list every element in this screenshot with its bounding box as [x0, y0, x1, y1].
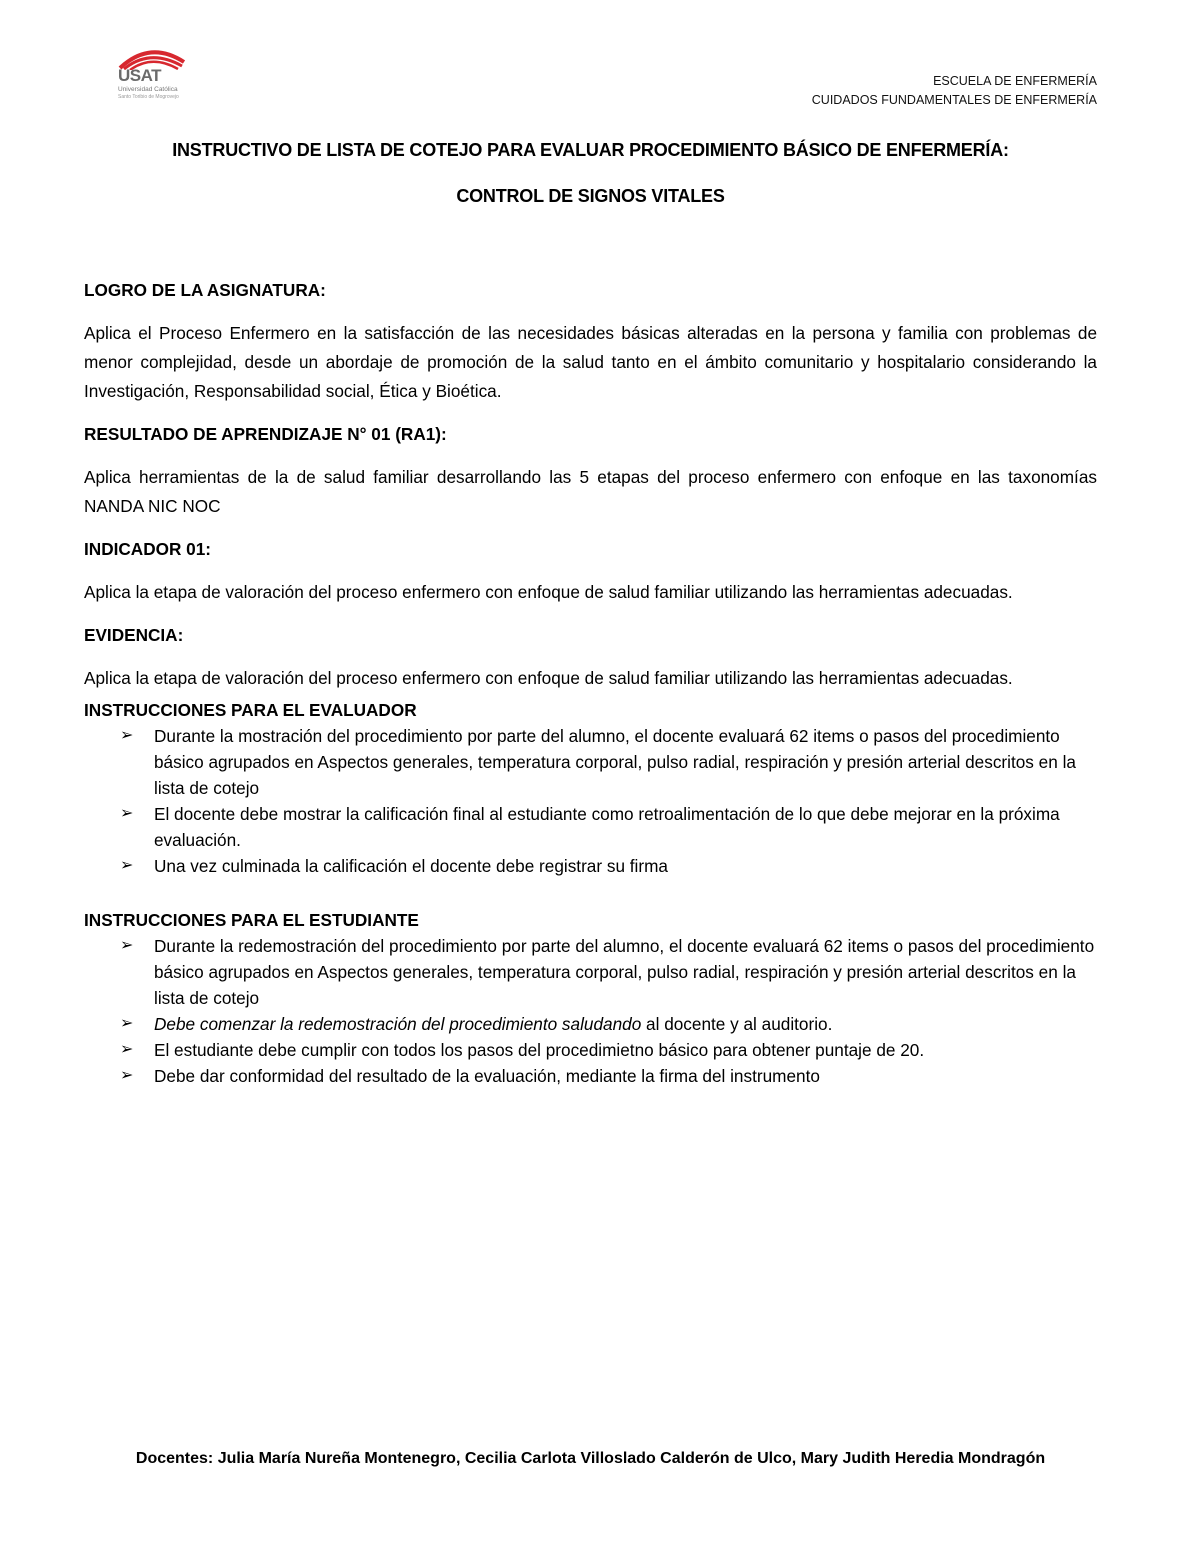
list-item: ➢ Debe dar conformidad del resultado de la evaluación, mediante la firma del instrumento	[84, 1063, 1097, 1089]
document-title: INSTRUCTIVO DE LISTA DE COTEJO PARA EVALUAR PROCEDIMIENTO BÁSICO DE ENFERMERÍA:	[172, 140, 1009, 160]
header-institution	[812, 72, 1097, 110]
indicador-text: Aplica la etapa de valoración del proceso enfermero con enfoque de salud familiar utilizando las herramientas adecuadas.	[84, 582, 1013, 602]
usat-logo	[116, 46, 188, 104]
header-course: CUIDADOS FUNDAMENTALES DE ENFERMERÍA	[811, 93, 1097, 107]
arrow-bullet-icon: ➢	[120, 1015, 134, 1032]
logro-label: LOGRO DE LA ASIGNATURA:	[84, 280, 326, 300]
estudiante-list	[84, 933, 1097, 1089]
logo-text: USAT	[118, 66, 162, 85]
arrow-bullet-icon: ➢	[120, 805, 134, 822]
header-school: ESCUELA DE ENFERMERÍA	[933, 74, 1097, 88]
arrow-bullet-icon: ➢	[120, 1041, 134, 1058]
logo-subtitle-2: Santo Toribio de Mogrovejo	[118, 94, 179, 100]
evaluador-list	[84, 723, 1097, 879]
indicador-label: INDICADOR 01:	[84, 539, 212, 559]
list-item: ➢ Durante la redemostración del procedimiento por parte del alumno, el docente evaluará 62 items o pasos del procedimiento básico agrupados en Aspectos generales, temperatura corporal, pulso radial, respiración y presión arterial descritos en la lista de cotejo	[84, 933, 1097, 1011]
resultado-label: RESULTADO DE APRENDIZAJE N° 01 (RA1):	[84, 424, 447, 444]
list-item: ➢ Debe comenzar la redemostración del procedimiento saludando al docente y al auditorio.	[84, 1011, 1097, 1037]
logo-subtitle: Universidad Católica	[118, 86, 178, 93]
arrow-bullet-icon: ➢	[120, 727, 134, 744]
resultado-text: Aplica herramientas de la de salud familiar desarrollando las 5 etapas del proceso enfermero con enfoque en las taxonomías NANDA NIC NOC	[84, 467, 1097, 516]
evidencia-text: Aplica la etapa de valoración del proceso enfermero con enfoque de salud familiar utilizando las herramientas adecuadas.	[84, 668, 1013, 688]
estudiante-label: INSTRUCCIONES PARA EL ESTUDIANTE	[84, 910, 419, 930]
evidencia-label: EVIDENCIA:	[84, 625, 184, 645]
list-item: ➢ El estudiante debe cumplir con todos los pasos del procedimietno básico para obtener puntaje de 20.	[84, 1037, 1097, 1063]
arrow-bullet-icon: ➢	[120, 1067, 134, 1084]
list-item: ➢ Una vez culminada la calificación el docente debe registrar su firma	[84, 853, 1097, 879]
document-subtitle: CONTROL DE SIGNOS VITALES	[456, 186, 725, 206]
arrow-bullet-icon: ➢	[120, 937, 134, 954]
arrow-bullet-icon: ➢	[120, 857, 134, 874]
footer-docentes: Docentes: Julia María Nureña Montenegro, Cecilia Carlota Villoslado Calderón de Ulco, Mary Judith Heredia Mondragón	[135, 1450, 1046, 1467]
evaluador-label: INSTRUCCIONES PARA EL EVALUADOR	[84, 700, 417, 720]
logro-text: Aplica el Proceso Enfermero en la satisfacción de las necesidades básicas alteradas en la persona y familia con problemas de menor complejidad, desde un abordaje de promoción de la salud tanto en el ámbito comunitario y hospitalario considerando la Investigación, Responsabilidad social, Ética y Bioética.	[84, 323, 1097, 401]
list-item: ➢ El docente debe mostrar la calificación final al estudiante como retroalimentación de lo que debe mejorar en la próxima evaluación.	[84, 801, 1097, 853]
document-body	[84, 276, 1097, 1089]
list-item: ➢ Durante la mostración del procedimiento por parte del alumno, el docente evaluará 62 items o pasos del procedimiento básico agrupados en Aspectos generales, temperatura corporal, pulso radial, respiración y presión arterial descritos en la lista de cotejo	[84, 723, 1097, 801]
